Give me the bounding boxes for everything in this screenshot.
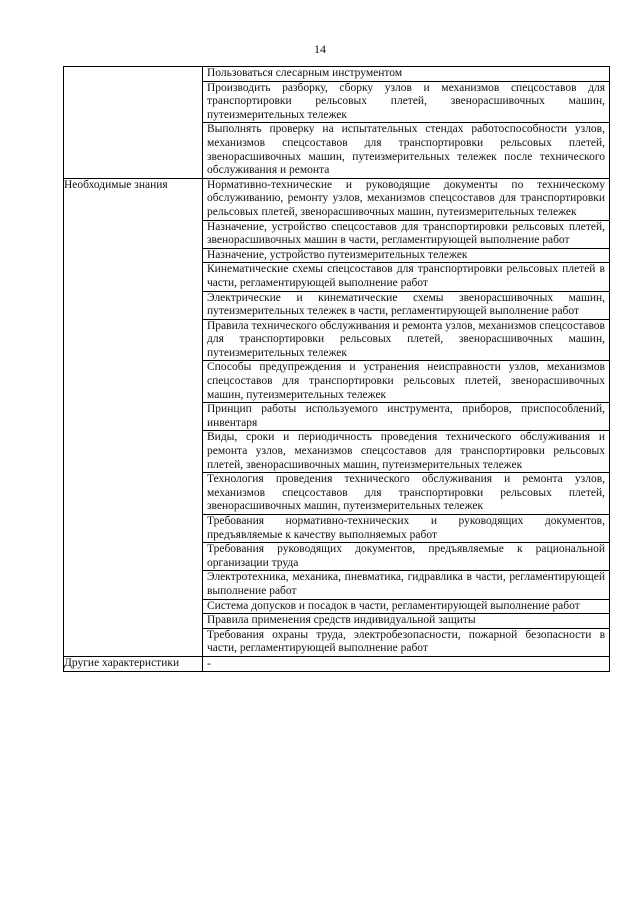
knowledge-item: Способы предупреждения и устранения неисправности узлов, механизмов спецсоставов для транспортировки рельсовых плетей, звенорасшивочных машин, путеизмерительных тележек <box>203 360 609 402</box>
skill-item: Пользоваться слесарным инструментом <box>207 67 403 79</box>
skill-item: Выполнять проверку на испытательных стендах работоспособности узлов, механизмов спецсоставов для транспортировки рельсовых плетей, звенорасшивочных машин, путеизмерительных тележек после технического обслуживания и ремонта <box>203 122 609 177</box>
knowledge-item: Виды, сроки и периодичность проведения технического обслуживания и ремонта узлов, механизмов спецсоставов для транспортировки рельсовых плетей, звенорасшивочных машин, путеизмерительных тележек <box>203 430 609 472</box>
table-row-skills <box>64 67 610 179</box>
table-row-other <box>64 656 610 671</box>
knowledge-item: Кинематические схемы спецсоставов для транспортировки рельсовых плетей в части, регламентирующей выполнение работ <box>203 262 609 290</box>
knowledge-item: Требования руководящих документов, предъявляемые к рациональной организации труда <box>203 542 609 570</box>
competency-table <box>63 66 610 672</box>
knowledge-item: Требования охраны труда, электробезопасности, пожарной безопасности в части, регламентирующей выполнение работ <box>203 628 609 656</box>
knowledge-item: Нормативно-технические и руководящие документы по техническому обслуживанию, ремонту узлов, механизмов спецсоставов для транспортировки рельсовых плетей, звенорасшивочных машин, путеизмерительных тележек <box>207 178 605 218</box>
row-values-other <box>203 656 610 671</box>
knowledge-item: Назначение, устройство путеизмерительных тележек <box>203 248 609 263</box>
knowledge-item: Правила технического обслуживания и ремонта узлов, механизмов спецсоставов для транспортировки рельсовых плетей, звенорасшивочных машин, путеизмерительных тележек <box>203 319 609 361</box>
knowledge-item: Технология проведения технического обслуживания и ремонта узлов, механизмов спецсоставов для транспортировки рельсовых плетей, звенорасшивочных машин, путеизмерительных тележек <box>203 472 609 514</box>
page-number: 14 <box>314 42 326 56</box>
knowledge-item: Правила применения средств индивидуальной защиты <box>203 613 609 628</box>
table-row-knowledge <box>64 178 610 656</box>
row-values-skills <box>203 67 610 179</box>
knowledge-item: Система допусков и посадок в части, регламентирующей выполнение работ <box>203 599 609 614</box>
knowledge-item: Требования нормативно-технических и руководящих документов, предъявляемые к качеству выполняемых работ <box>203 514 609 542</box>
knowledge-item: Назначение, устройство спецсоставов для транспортировки рельсовых плетей, звенорасшивочных машин в части, регламентирующей выполнение работ <box>203 220 609 248</box>
row-label-other: Другие характеристики <box>64 656 203 671</box>
row-label-skills <box>64 67 203 179</box>
knowledge-item: Электротехника, механика, пневматика, гидравлика в части, регламентирующей выполнение работ <box>203 570 609 598</box>
knowledge-item: Электрические и кинематические схемы звенорасшивочных машин, путеизмерительных тележек в части, регламентирующей выполнение работ <box>203 291 609 319</box>
skill-item: Производить разборку, сборку узлов и механизмов спецсоставов для транспортировки рельсовых плетей, звенорасшивочных машин, путеизмерительных тележек <box>203 81 609 123</box>
knowledge-item: Принцип работы используемого инструмента, приборов, приспособлений, инвентаря <box>203 402 609 430</box>
row-values-knowledge <box>203 178 610 656</box>
other-item: - <box>207 657 211 670</box>
row-label-knowledge: Необходимые знания <box>64 178 203 656</box>
